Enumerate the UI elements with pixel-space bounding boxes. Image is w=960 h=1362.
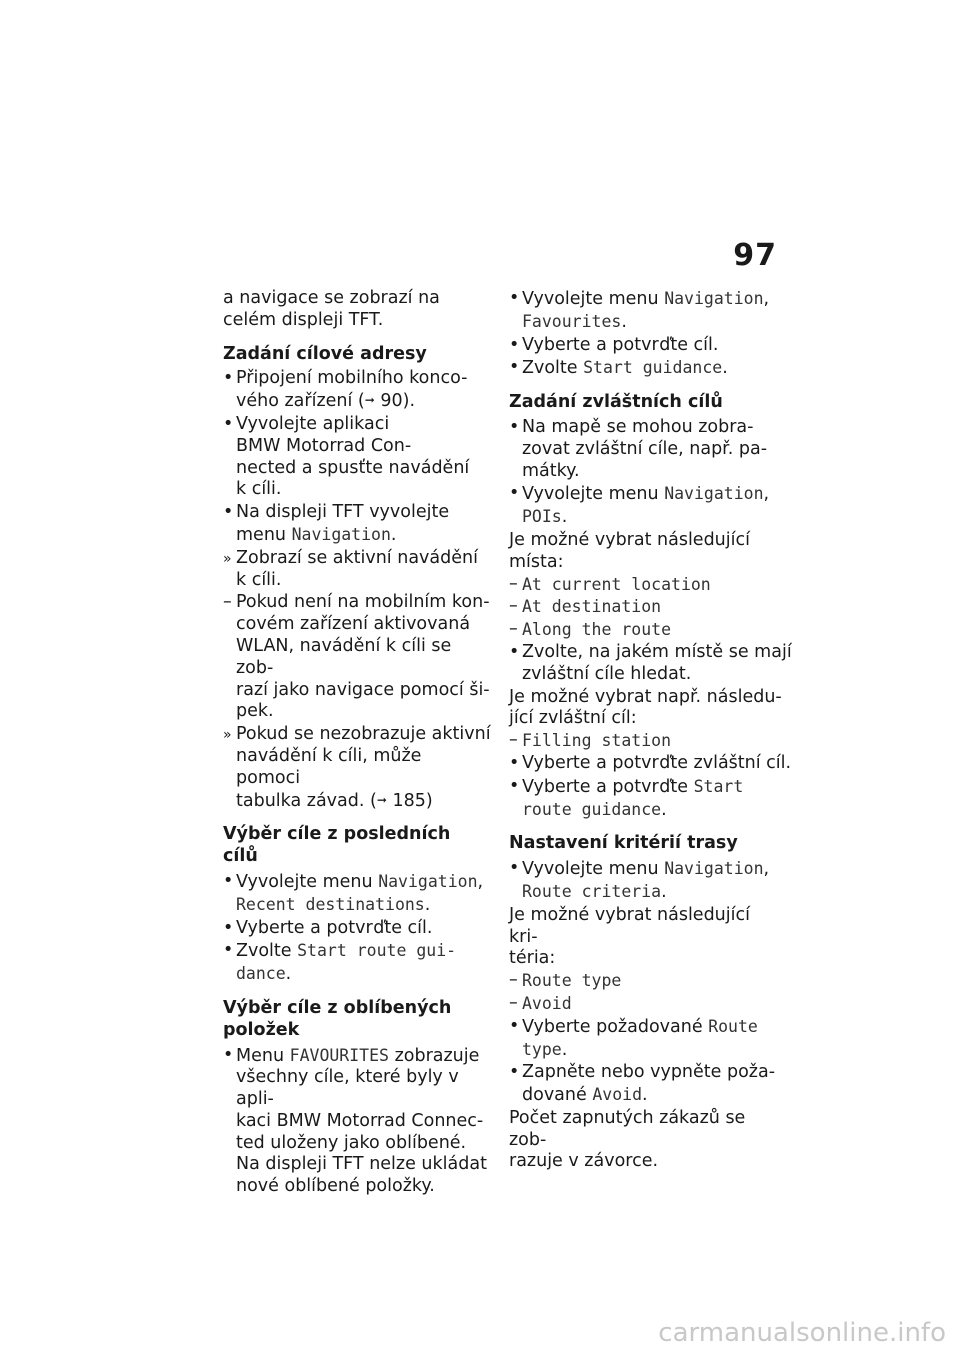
menu-code: type [522, 1039, 562, 1059]
section-title-favourites: Výběr cíle z oblíbených položek [223, 997, 452, 1040]
section-title-route-criteria: Nastavení kritérií trasy [509, 833, 738, 854]
menu-code: Start [693, 776, 744, 796]
bullet-icon [223, 1045, 236, 1067]
note-text: Počet zapnutých zákazů se zob- razuje v závorce. [509, 1107, 746, 1172]
intro-text: a navigace se zobrazí na celém displeji TFT. [223, 288, 440, 330]
page-reference-arrow-icon: ➞ [364, 393, 375, 408]
page-number: 97 [733, 238, 777, 273]
menu-code: Route [708, 1016, 758, 1036]
bullet-icon [223, 414, 236, 436]
left-column [223, 288, 491, 1199]
section-title-recent-destinations: Výběr cíle z posledních cílů [223, 824, 451, 867]
menu-code: FAVOURITES [289, 1045, 389, 1065]
list-item: • Zvolte Start route gui- dance. [223, 940, 491, 986]
list-item: • Připojení mobilního konco- vého zařízení (➞ 90). [223, 368, 491, 413]
bullet-icon [509, 288, 522, 310]
option-item: – Along the route [509, 619, 784, 642]
note-text: Je možné vybrat následující místa: [509, 529, 750, 572]
bullet-icon [223, 368, 236, 390]
bullet-icon [509, 642, 522, 664]
result-item: » Pokud se nezobrazuje aktivní navádění k cíli, může pomoci tabulka závad. (➞ 185) [223, 724, 491, 812]
menu-code: Navigation [378, 871, 478, 891]
bullet-icon [509, 357, 522, 379]
menu-code: Navigation [291, 524, 391, 544]
list-item: • Zapněte nebo vypněte poža- dované Avoid. [509, 1062, 784, 1107]
list-item: • Vyberte a potvrďte cíl. [509, 335, 784, 357]
list-item: • Vyvolejte menu Navigation, POIs. [509, 483, 784, 529]
menu-code: Navigation [664, 289, 764, 308]
bullet-icon [509, 335, 522, 357]
list-item: • Zvolte, na jakém místě se mají zvláštní cíle hledat. [509, 642, 784, 686]
list-item: • Vyvolejte menu Navigation, Recent destinations. [223, 871, 491, 917]
result-item: » Zobrazí se aktivní navádění k cíli. [223, 548, 491, 592]
bullet-icon [509, 858, 522, 880]
menu-code: Route criteria [522, 881, 662, 901]
result-arrow-icon [223, 724, 236, 747]
dash-icon [223, 592, 236, 614]
page-reference: 185 [392, 790, 426, 811]
list-item: • Na mapě se mohou zobra- zovat zvláštní cíle, např. pa- mátky. [509, 417, 784, 482]
list-item: • Vyvolejte menu Navigation, Route criteria. [509, 858, 784, 904]
option-item: – At destination [509, 596, 784, 619]
menu-code: Navigation [664, 484, 764, 504]
section-title-special-destinations: Zadání zvláštních cílů [509, 392, 723, 413]
option-item: – Route type [509, 970, 784, 993]
menu-code: Avoid [592, 1085, 643, 1105]
bullet-icon [509, 417, 522, 439]
dash-icon [509, 619, 518, 641]
list-item: • Vyberte a potvrďte Start route guidance. [509, 776, 784, 822]
note-text: Je možné vybrat např. následu- jící zvláštní cíl: [509, 686, 782, 729]
list-item: • Vyberte požadované Route type. [509, 1016, 784, 1062]
page-reference: 90 [380, 391, 403, 412]
option-item: – At current location [509, 574, 784, 597]
dash-icon [509, 596, 518, 618]
bullet-icon [223, 918, 236, 940]
bullet-icon [223, 940, 236, 962]
menu-code: dance [236, 964, 286, 984]
menu-code: Navigation [664, 859, 764, 879]
menu-code: route guidance [522, 799, 662, 819]
list-item: • Vyvolejte aplikaci BMW Motorrad Con- nected a spusťte navádění k cíli. [223, 414, 491, 501]
bullet-icon [509, 753, 522, 775]
right-column [509, 288, 792, 1173]
bullet-icon [509, 483, 522, 505]
list-item: • Zvolte Start guidance. [509, 357, 784, 380]
menu-code: POIs [522, 507, 562, 527]
list-item: • Vyberte a potvrďte zvláštní cíl. [509, 753, 784, 775]
option-item: – Filling station [509, 730, 784, 753]
dash-icon [509, 993, 518, 1015]
option-item: – Avoid [509, 993, 784, 1016]
dash-icon [509, 574, 518, 596]
list-item: • Vyvolejte menu Navigation, Favourites. [509, 288, 784, 334]
dash-item: – Pokud není na mobilním kon- covém zařízení aktivovaná WLAN, navádění k cíli se zob- razí jako navigace pomocí ši- pek. [223, 592, 491, 723]
dash-icon [509, 970, 518, 992]
watermark: carmanualsonline.info [658, 1318, 946, 1348]
menu-code: Favourites [522, 311, 622, 331]
page-reference-arrow-icon: ➞ [376, 792, 387, 807]
bullet-icon [509, 1062, 522, 1084]
list-item: • Na displeji TFT vyvolejte menu Navigation. [223, 502, 491, 547]
dash-icon [509, 730, 518, 752]
result-arrow-icon [223, 548, 236, 571]
bullet-icon [509, 1016, 522, 1038]
list-item: • Menu FAVOURITES zobrazuje všechny cíle, které byly v apli- kaci BMW Motorrad Connec- ted uloženy jako oblíbené. Na displeji TFT nelze ukládat nové oblíbené položky. [223, 1045, 491, 1199]
section-title-destination-address: Zadání cílové adresy [223, 343, 427, 364]
menu-code: Start route gui- [297, 941, 457, 961]
list-item: • Vyberte a potvrďte cíl. [223, 918, 491, 940]
menu-code: Start guidance [583, 358, 723, 378]
menu-code: Recent destinations [236, 894, 425, 914]
bullet-icon [509, 776, 522, 798]
note-text: Je možné vybrat následující kri- téria: [509, 904, 750, 969]
bullet-icon [223, 502, 236, 524]
bullet-icon [223, 871, 236, 893]
